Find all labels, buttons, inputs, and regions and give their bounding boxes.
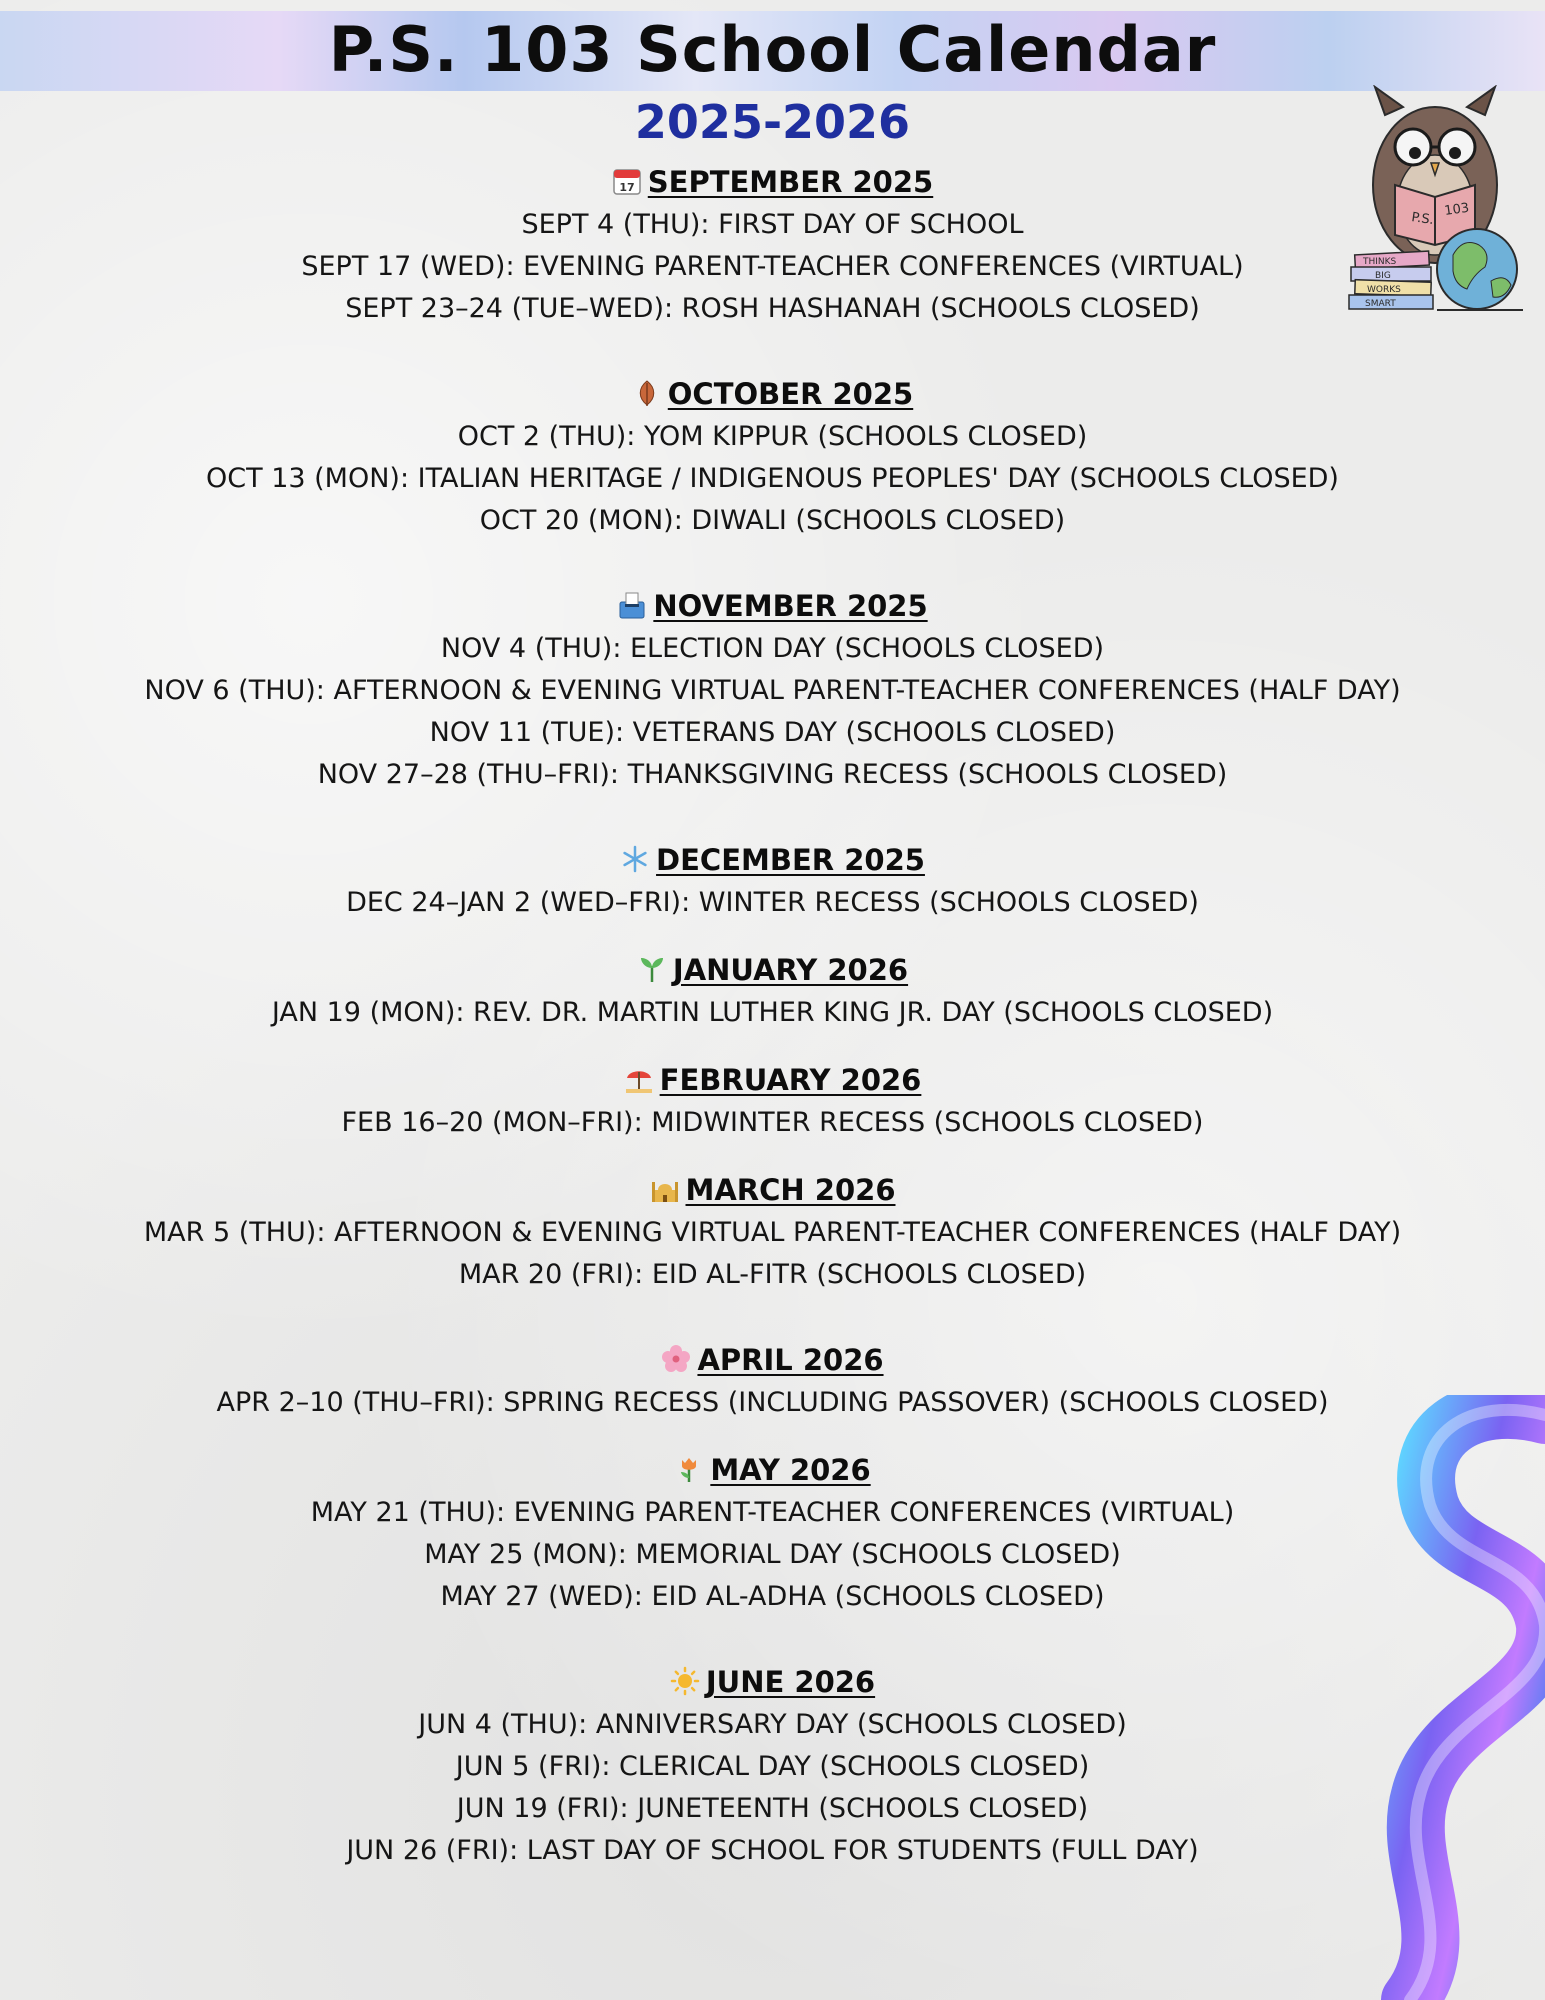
svg-text:BIG: BIG [1375, 271, 1391, 281]
event-item: APR 2–10 (THU–FRI): SPRING RECESS (INCLUDING PASSOVER) (SCHOOLS CLOSED) [216, 1387, 1329, 1418]
event-item: JAN 19 (MON): REV. DR. MARTIN LUTHER KING JR. DAY (SCHOOLS CLOSED) [271, 997, 1274, 1028]
seedling-icon [637, 954, 667, 984]
month-heading-april: APRIL 2026 [697, 1343, 884, 1377]
event-item: MAR 20 (FRI): EID AL-FITR (SCHOOLS CLOSED) [458, 1259, 1087, 1290]
event-item: JUN 5 (FRI): CLERICAL DAY (SCHOOLS CLOSED) [455, 1751, 1090, 1782]
event-item: NOV 11 (TUE): VETERANS DAY (SCHOOLS CLOSED) [429, 717, 1116, 748]
calendar-content [0, 160, 1545, 1872]
month-section-october [0, 372, 1545, 542]
month-heading-september: SEPTEMBER 2025 [647, 165, 934, 199]
event-item: NOV 27–28 (THU–FRI): THANKSGIVING RECESS (SCHOOLS CLOSED) [317, 759, 1228, 790]
month-heading-june: JUNE 2026 [705, 1665, 876, 1699]
event-item: SEPT 23–24 (TUE–WED): ROSH HASHANAH (SCHOOLS CLOSED) [345, 293, 1200, 324]
month-heading-march: MARCH 2026 [685, 1173, 896, 1207]
month-section-may [0, 1448, 1545, 1618]
month-heading-november: NOVEMBER 2025 [653, 589, 928, 623]
event-item: DEC 24–JAN 2 (WED–FRI): WINTER RECESS (SCHOOLS CLOSED) [346, 887, 1199, 918]
event-item: MAY 25 (MON): MEMORIAL DAY (SCHOOLS CLOSED) [424, 1539, 1121, 1570]
tulip-icon [674, 1454, 704, 1484]
month-section-april [0, 1338, 1545, 1424]
event-item: FEB 16–20 (MON–FRI): MIDWINTER RECESS (SCHOOLS CLOSED) [341, 1107, 1204, 1138]
month-section-february [0, 1058, 1545, 1144]
event-item: SEPT 17 (WED): EVENING PARENT-TEACHER CONFERENCES (VIRTUAL) [301, 251, 1244, 282]
mosque-icon [650, 1174, 680, 1204]
event-item: OCT 13 (MON): ITALIAN HERITAGE / INDIGENOUS PEOPLES' DAY (SCHOOLS CLOSED) [206, 463, 1339, 494]
month-heading-october: OCTOBER 2025 [667, 377, 914, 411]
book-label: P.S. [1410, 210, 1435, 229]
svg-text:WORKS: WORKS [1367, 285, 1401, 295]
event-item: MAY 27 (WED): EID AL-ADHA (SCHOOLS CLOSED) [440, 1581, 1105, 1612]
event-item: NOV 4 (THU): ELECTION DAY (SCHOOLS CLOSED) [440, 633, 1105, 664]
event-item: JUN 19 (FRI): JUNETEENTH (SCHOOLS CLOSED) [456, 1793, 1089, 1824]
month-section-november [0, 584, 1545, 796]
sun-icon [670, 1666, 700, 1696]
calendar-icon [612, 166, 642, 196]
month-section-march [0, 1168, 1545, 1296]
event-item: OCT 20 (MON): DIWALI (SCHOOLS CLOSED) [479, 505, 1066, 536]
month-section-september [0, 160, 1545, 330]
month-heading-january: JANUARY 2026 [672, 953, 909, 987]
svg-text:SMART: SMART [1365, 299, 1396, 309]
svg-text:THINKS: THINKS [1363, 257, 1397, 267]
snowflake-icon [620, 844, 650, 874]
event-item: MAY 21 (THU): EVENING PARENT-TEACHER CONFERENCES (VIRTUAL) [310, 1497, 1235, 1528]
svg-text:103: 103 [1443, 200, 1471, 219]
month-heading-december: DECEMBER 2025 [656, 843, 925, 877]
event-item: MAR 5 (THU): AFTERNOON & EVENING VIRTUAL PARENT-TEACHER CONFERENCES (HALF DAY) [143, 1217, 1402, 1248]
fallen-leaf-icon [632, 378, 662, 408]
month-section-december [0, 838, 1545, 924]
event-item: JUN 4 (THU): ANNIVERSARY DAY (SCHOOLS CLOSED) [418, 1709, 1127, 1740]
svg-text:17: 17 [619, 181, 635, 194]
month-section-june [0, 1660, 1545, 1872]
month-heading-may: MAY 2026 [710, 1453, 871, 1487]
page-title: P.S. 103 School Calendar [328, 13, 1217, 86]
event-item: SEPT 4 (THU): FIRST DAY OF SCHOOL [521, 209, 1024, 240]
event-item: JUN 26 (FRI): LAST DAY OF SCHOOL FOR STUDENTS (FULL DAY) [346, 1835, 1199, 1866]
school-year: 2025-2026 [634, 95, 911, 149]
beach-umbrella-icon [624, 1064, 654, 1094]
event-item: OCT 2 (THU): YOM KIPPUR (SCHOOLS CLOSED) [457, 421, 1088, 452]
month-heading-february: FEBRUARY 2026 [659, 1063, 922, 1097]
cherry-blossom-icon [661, 1344, 691, 1374]
ballot-box-icon [617, 590, 647, 620]
month-section-january [0, 948, 1545, 1034]
event-item: NOV 6 (THU): AFTERNOON & EVENING VIRTUAL PARENT-TEACHER CONFERENCES (HALF DAY) [144, 675, 1401, 706]
